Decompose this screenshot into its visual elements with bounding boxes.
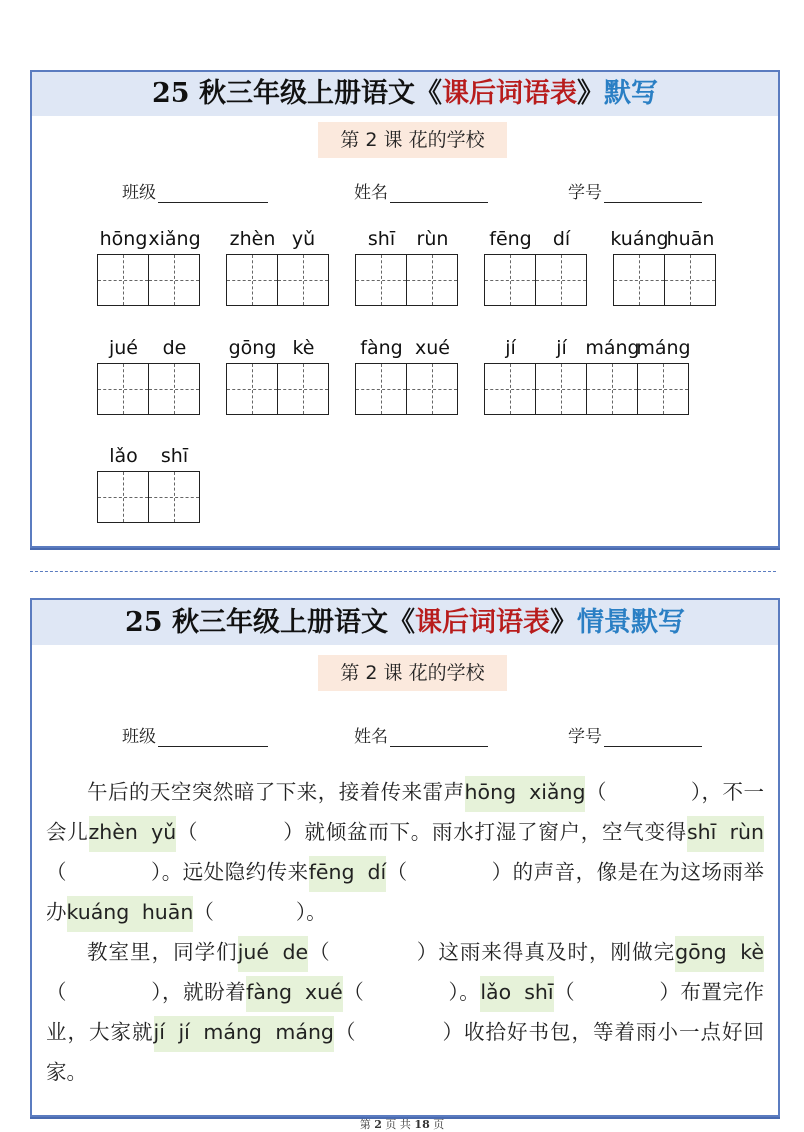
text-segment: 午后的天空突然暗了下来，接着传来雷声 [87,780,465,804]
writing-cell[interactable] [277,254,329,306]
name-label: 姓名 [354,727,388,747]
writing-cell[interactable] [148,363,200,415]
writing-cell[interactable] [406,254,458,306]
text-segment: （ ）收拾好书包，等着雨小一点好回家。 [46,1020,765,1084]
number-field[interactable] [604,184,702,203]
pinyin-label: shī [160,445,189,467]
title-suffix: 》 [576,78,604,109]
text-segment: （ ）这雨来得真及时，刚做完 [308,940,676,964]
lesson-title: 第 2 课 花的学校 [318,122,507,158]
writing-cell[interactable] [406,363,458,415]
pinyin-label: shī [367,228,396,250]
story-text [46,772,764,1092]
pinyin-highlight: lǎo shī [480,976,553,1012]
word-grid [98,228,201,306]
name-field[interactable] [390,728,488,747]
pinyin-label: dí [552,228,571,250]
writing-cell[interactable] [226,363,278,415]
writing-cell[interactable] [637,363,689,415]
context-dictation-sheet [30,598,780,1117]
word-grid [485,228,587,306]
pinyin-label: xiǎng [148,228,201,250]
word-grid [98,337,200,415]
pinyin-highlight: gōng kè [675,936,764,972]
pinyin-label: rùn [416,228,449,250]
number-label: 学号 [568,727,602,747]
page-footer: 第 2 页 共 18 页 [359,1118,445,1131]
pinyin-label: jí [556,337,567,359]
pinyin-highlight: shī rùn [687,816,764,852]
word-grid [227,337,329,415]
word-grid [227,228,329,306]
text-segment: （ ）布置完作业，大家就 [46,980,765,1044]
writing-cell[interactable] [535,254,587,306]
paragraph [46,772,764,932]
pinyin-label: huān [666,228,715,250]
writing-cell[interactable] [355,254,407,306]
writing-cell[interactable] [535,363,587,415]
text-segment: （ ）的声音，像是在为这场雨举办 [46,860,765,924]
pinyin-label: máng [585,337,640,359]
word-grid [485,337,691,415]
pinyin-label: hōng [99,228,148,250]
writing-cell[interactable] [613,254,665,306]
text-segment: （ ），就盼着 [46,980,247,1004]
title-blue: 情景默写 [576,607,685,638]
pinyin-label: zhèn [229,228,276,250]
writing-cell[interactable] [148,471,200,523]
class-label: 班级 [122,727,156,747]
title-red: 课后词语表 [414,607,550,638]
writing-cell[interactable] [586,363,638,415]
pinyin-label: gōng [228,337,277,359]
pinyin-label: yǔ [291,228,316,250]
title-suffix: 》 [549,607,577,638]
pinyin-label: de [162,337,187,359]
title-prefix: 25 秋三年级上册语文《 [152,78,442,109]
pinyin-highlight: fēng dí [309,856,387,892]
pinyin-label: jué [108,337,138,359]
pinyin-label: fàng [360,337,403,359]
writing-cell[interactable] [277,363,329,415]
writing-cell[interactable] [664,254,716,306]
paragraph [46,932,764,1092]
name-label: 姓名 [354,183,388,203]
pinyin-label: xué [415,337,450,359]
writing-cell[interactable] [97,471,149,523]
pinyin-highlight: jué de [238,936,308,972]
pinyin-label: fēng [489,228,532,250]
writing-cell[interactable] [97,254,149,306]
word-grid [356,228,458,306]
text-segment: （ ）。 [193,900,327,924]
number-field[interactable] [604,728,702,747]
class-field[interactable] [158,184,268,203]
sheet-title [32,72,778,116]
sheet-title [32,600,778,645]
pinyin-highlight: kuáng huān [67,896,194,932]
divider [30,571,776,572]
title-red: 课后词语表 [441,78,577,109]
pinyin-label: máng [636,337,691,359]
class-label: 班级 [122,183,156,203]
writing-cell[interactable] [484,363,536,415]
writing-cell[interactable] [148,254,200,306]
dictation-sheet [30,70,780,548]
word-grid [98,445,200,523]
pinyin-label: kuáng [610,228,669,250]
pinyin-label: jí [505,337,516,359]
pinyin-label: kè [292,337,315,359]
pinyin-label: lǎo [109,445,138,467]
class-field[interactable] [158,728,268,747]
writing-cell[interactable] [484,254,536,306]
title-prefix: 25 秋三年级上册语文《 [125,607,415,638]
writing-cell[interactable] [355,363,407,415]
word-grid [610,228,716,306]
name-field[interactable] [390,184,488,203]
text-segment: 教室里，同学们 [87,940,238,964]
pinyin-highlight: fàng xué [246,976,343,1012]
text-segment: （ ）。 [342,980,481,1004]
pinyin-highlight: zhèn yǔ [89,816,177,852]
word-grid [356,337,458,415]
lesson-title: 第 2 课 花的学校 [318,655,507,691]
writing-cell[interactable] [226,254,278,306]
text-segment: （ ）。远处隐约传来 [46,860,309,884]
writing-cell[interactable] [97,363,149,415]
title-blue: 默写 [603,78,658,109]
pinyin-highlight: hōng xiǎng [465,776,586,812]
text-segment: （ ）就倾盆而下。雨水打湿了窗户，空气变得 [176,820,687,844]
pinyin-highlight: jí jí máng máng [154,1016,334,1052]
text-segment: （ ），不一会儿 [46,780,765,844]
number-label: 学号 [568,183,602,203]
